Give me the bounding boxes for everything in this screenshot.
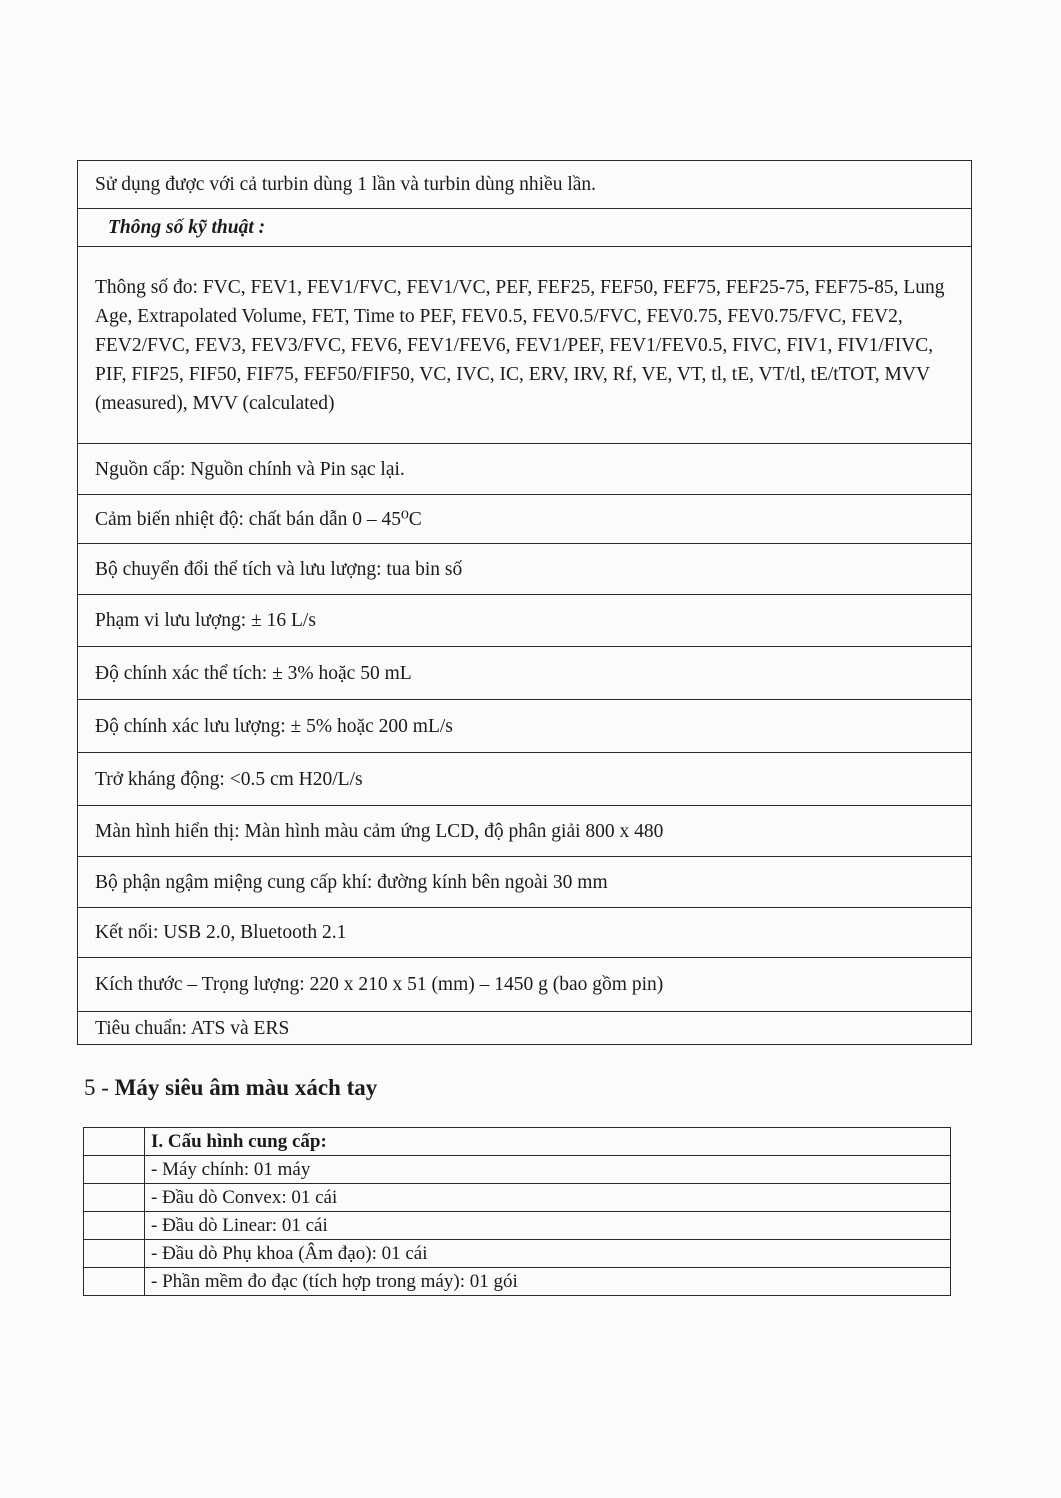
table-row: [78, 161, 972, 209]
table-row: [84, 1156, 951, 1184]
spec-power: Nguồn cấp: Nguồn chính và Pin sạc lại.: [78, 444, 972, 495]
spec-heading: Thông số kỹ thuật :: [78, 209, 972, 247]
config-table: [83, 1127, 951, 1296]
table-row: [84, 1268, 951, 1296]
table-row: [78, 544, 972, 595]
spec-flow-accuracy: Độ chính xác lưu lượng: ± 5% hoặc 200 mL/s: [78, 700, 972, 753]
spec-flow-range: Phạm vi lưu lượng: ± 16 L/s: [78, 595, 972, 647]
table-row: [78, 806, 972, 857]
table-row: [78, 495, 972, 544]
section-title: [84, 1075, 377, 1101]
spec-turbine: Sử dụng được với cả turbin dùng 1 lần và turbin dùng nhiều lần.: [78, 161, 972, 209]
table-row: [78, 595, 972, 647]
config-item: - Đầu dò Convex: 01 cái: [145, 1184, 951, 1212]
spec-table: [77, 160, 972, 1045]
config-item: - Đầu dò Linear: 01 cái: [145, 1212, 951, 1240]
spec-impedance: Trở kháng động: <0.5 cm H20/L/s: [78, 753, 972, 806]
table-row: [84, 1128, 951, 1156]
spec-flow-converter: Bộ chuyển đổi thể tích và lưu lượng: tua bin số: [78, 544, 972, 595]
table-row: [78, 247, 972, 444]
table-row: [78, 444, 972, 495]
table-row: [84, 1212, 951, 1240]
config-item: - Phần mềm đo đạc (tích hợp trong máy): 01 gói: [145, 1268, 951, 1296]
spec-connectivity: Kết nối: USB 2.0, Bluetooth 2.1: [78, 908, 972, 958]
table-row: [78, 857, 972, 908]
table-row: [78, 1012, 972, 1045]
config-item: - Máy chính: 01 máy: [145, 1156, 951, 1184]
spec-temperature-sensor: Cảm biến nhiệt độ: chất bán dẫn 0 – 45⁰C: [78, 495, 972, 544]
spec-volume-accuracy: Độ chính xác thể tích: ± 3% hoặc 50 mL: [78, 647, 972, 700]
config-heading: I. Cấu hình cung cấp:: [145, 1128, 951, 1156]
section-title-text: Máy siêu âm màu xách tay: [114, 1075, 378, 1100]
spec-display: Màn hình hiển thị: Màn hình màu cảm ứng LCD, độ phân giải 800 x 480: [78, 806, 972, 857]
table-row: [78, 908, 972, 958]
section-number: 5 -: [84, 1075, 115, 1100]
spec-standards: Tiêu chuẩn: ATS và ERS: [78, 1012, 972, 1045]
spec-dimensions-weight: Kích thước – Trọng lượng: 220 x 210 x 51 (mm) – 1450 g (bao gồm pin): [78, 958, 972, 1012]
spec-mouthpiece: Bộ phận ngậm miệng cung cấp khí: đường kính bên ngoài 30 mm: [78, 857, 972, 908]
table-row: [78, 700, 972, 753]
config-item: - Đầu dò Phụ khoa (Âm đạo): 01 cái: [145, 1240, 951, 1268]
spec-parameters: Thông số đo: FVC, FEV1, FEV1/FVC, FEV1/VC, PEF, FEF25, FEF50, FEF75, FEF25-75, FEF75-85, Lung Age, Extrapolated Volume, FET, Time to PEF, FEV0.5, FEV0.5/FVC, FEV0.75, FEV0.75/FVC, FEV2, FEV2/FVC, FEV3, FEV3/FVC, FEV6, FEV1/FEV6, FEV1/PEF, FEV1/FEV0.5, FIVC, FIV1, FIV1/FIVC, PIF, FIF25, FIF50, FIF75, FEF50/FIF50, VC, IVC, IC, ERV, IRV, Rf, VE, VT, tl, tE, VT/tl, tE/tTOT, MVV (measured), MVV (calculated): [78, 247, 972, 444]
table-row: [78, 209, 972, 247]
table-row: [84, 1184, 951, 1212]
table-row: [78, 647, 972, 700]
table-row: [78, 753, 972, 806]
table-row: [78, 958, 972, 1012]
table-row: [84, 1240, 951, 1268]
